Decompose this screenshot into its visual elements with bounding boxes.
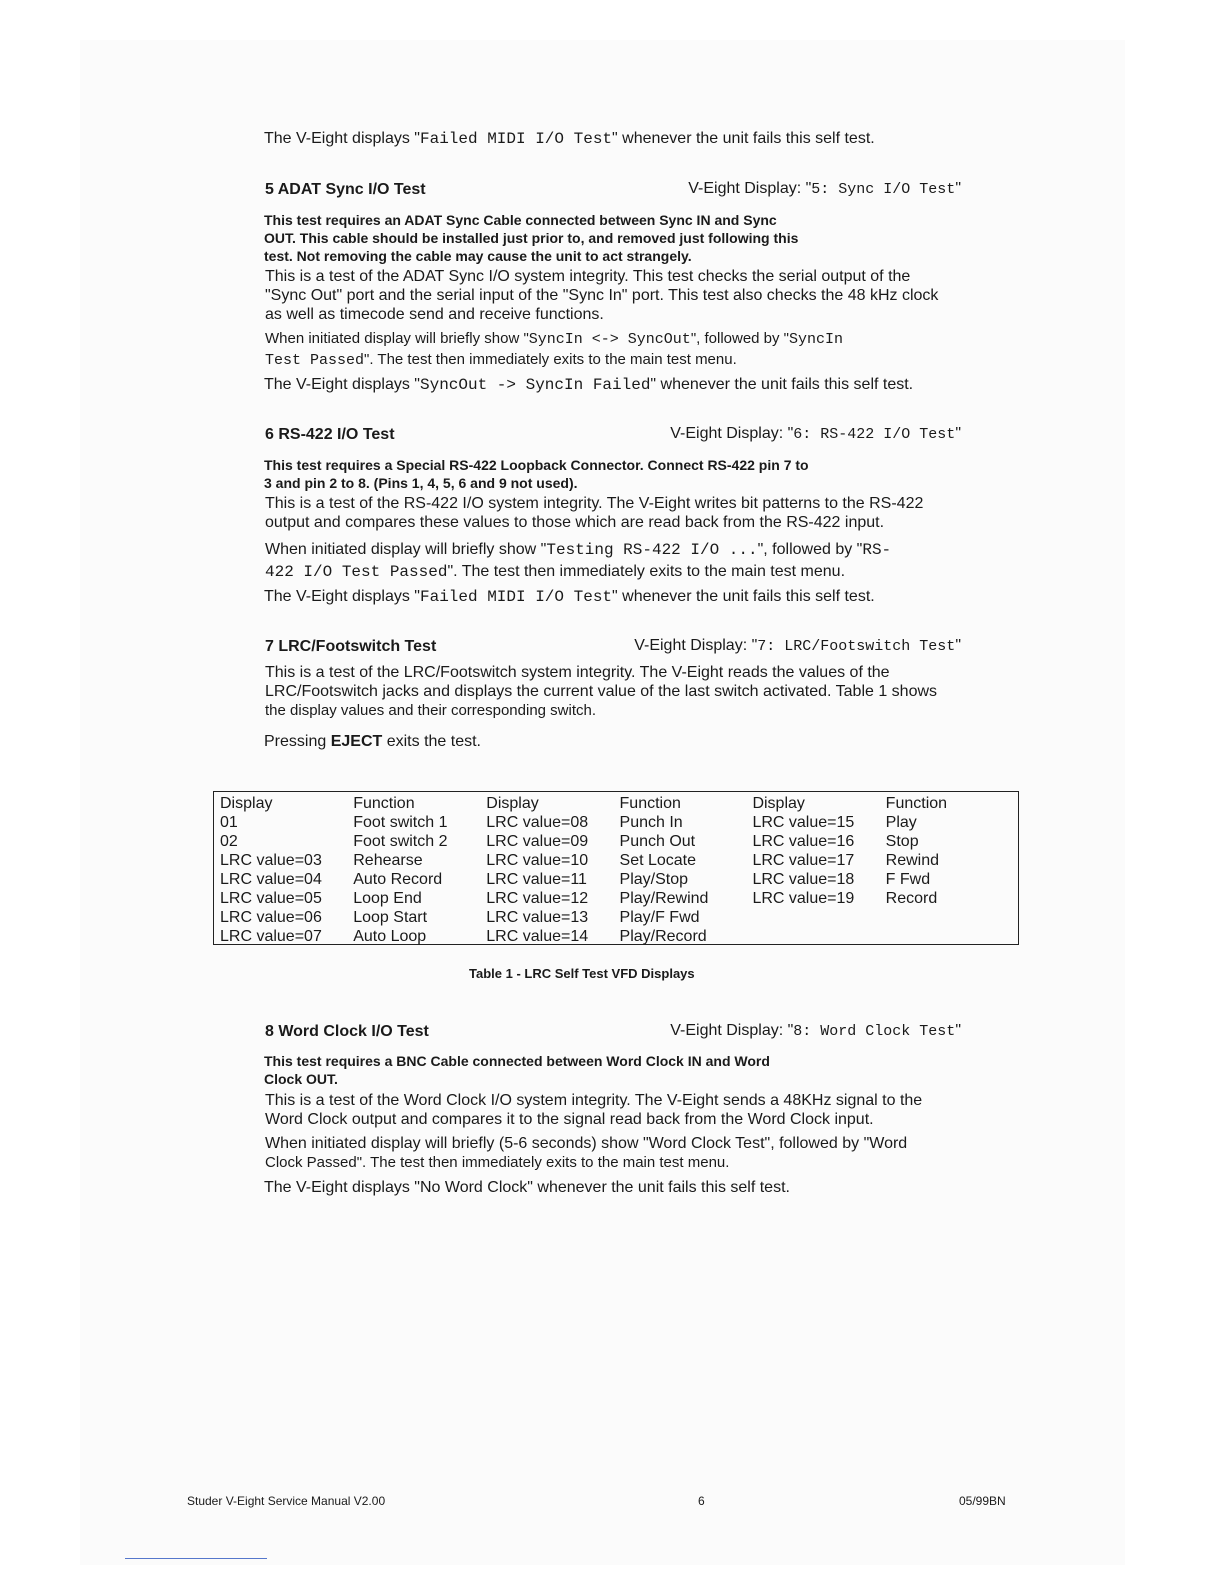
section-6-description: This is a test of the RS-422 I/O system integrity. The V-Eight writes bit patterns to the RS-422 output and compares these values to those which are read back from the RS-422 input. — [265, 495, 924, 531]
table-cell: Play/F Fwd — [619, 909, 700, 926]
section-6-display: V-Eight Display: "6: RS-422 I/O Test" — [670, 425, 961, 443]
table-cell: LRC value=15 — [752, 814, 855, 831]
section-5-note: This test requires an ADAT Sync Cable connected between Sync IN and Sync OUT. This cable should be installed just prior to, and removed just following this test. Not removing the cable may cause the unit to act strangely. — [264, 212, 799, 264]
table-cell: LRC value=07 — [220, 928, 322, 945]
table-cell: Play/Record — [619, 928, 707, 945]
section-7-title: 7 LRC/Footswitch Test — [265, 638, 437, 655]
table-cell: Display — [220, 795, 273, 812]
section-6-title: 6 RS-422 I/O Test — [265, 426, 395, 443]
table-cell — [752, 908, 885, 927]
footer-page-number: 6 — [698, 1494, 705, 1508]
table-cell: LRC value=05 — [220, 890, 322, 907]
table-cell: LRC value=03 — [220, 852, 322, 869]
table-cell: Play — [885, 814, 917, 831]
table-cell: LRC value=08 — [486, 814, 589, 831]
table-cell: Stop — [885, 833, 919, 850]
table-row — [220, 889, 1018, 908]
section-5-fail-line: The V-Eight displays "SyncOut -> SyncIn Failed" whenever the unit fails this self test. — [264, 376, 914, 394]
footer-manual-title: Studer V-Eight Service Manual V2.00 — [187, 1494, 386, 1508]
section-8-display: V-Eight Display: "8: Word Clock Test" — [670, 1022, 961, 1040]
section-7-display: V-Eight Display: "7: LRC/Footswitch Test" — [634, 637, 961, 655]
table-header-row — [220, 794, 1018, 813]
intro-fail-line: The V-Eight displays "Failed MIDI I/O Test" whenever the unit fails this self test. — [264, 130, 875, 148]
table-cell: Rehearse — [353, 852, 423, 869]
table-row — [220, 813, 1018, 832]
section-6-init-text: When initiated display will briefly show "Testing RS-422 I/O ...", followed by "RS- 422 I/O Test Passed". The test then immediately exits to the main test menu. — [265, 541, 892, 581]
table-caption: Table 1 - LRC Self Test VFD Displays — [469, 966, 695, 981]
table-row — [220, 927, 1018, 946]
table-cell: Punch Out — [619, 833, 696, 850]
section-6-note: This test requires a Special RS-422 Loopback Connector. Connect RS-422 pin 7 to 3 and pin 2 to 8. (Pins 1, 4, 5, 6 and 9 not used). — [264, 457, 809, 491]
table-cell: Auto Loop — [353, 928, 427, 945]
table-cell: Foot switch 1 — [353, 814, 448, 831]
section-5-title: 5 ADAT Sync I/O Test — [265, 181, 426, 198]
table-cell: LRC value=18 — [752, 871, 855, 888]
table-cell: LRC value=06 — [220, 909, 322, 926]
table-cell: Play/Stop — [619, 871, 688, 888]
section-6-fail-line: The V-Eight displays "Failed MIDI I/O Test" whenever the unit fails this self test. — [264, 588, 875, 606]
section-8-note: This test requires a BNC Cable connected between Word Clock IN and Word Clock OUT. — [264, 1053, 770, 1087]
table-row — [220, 832, 1018, 851]
lrc-display-table — [213, 791, 1019, 945]
table-cell: Function — [619, 795, 681, 812]
table-cell: Rewind — [885, 852, 940, 869]
table-cell — [886, 927, 1018, 946]
table-cell: Display — [752, 795, 805, 812]
section-8-description: This is a test of the Word Clock I/O system integrity. The V-Eight sends a 48KHz signal to the Word Clock output and compares it to the signal read back from the Word Clock input. — [265, 1092, 923, 1128]
section-5-description: This is a test of the ADAT Sync I/O system integrity. This test checks the serial output of the "Sync Out" port and the serial input of the "Sync In" port. This test also checks the 48 kHz clock as well as timecode send and receive functions. — [265, 268, 939, 323]
table-cell: F Fwd — [885, 871, 931, 888]
table-cell: LRC value=09 — [486, 833, 589, 850]
section-8-title: 8 Word Clock I/O Test — [265, 1023, 429, 1040]
table-cell: Auto Record — [353, 871, 443, 888]
table-cell: LRC value=12 — [486, 890, 589, 907]
table-cell: LRC value=19 — [752, 890, 855, 907]
section-8-fail-line: The V-Eight displays "No Word Clock" whenever the unit fails this self test. — [264, 1179, 790, 1196]
table-cell: LRC value=10 — [486, 852, 589, 869]
table-cell: LRC value=04 — [220, 871, 322, 888]
table-cell: Function — [885, 795, 948, 812]
table-row — [220, 908, 1018, 927]
footer-revision: 05/99BN — [959, 1494, 1006, 1508]
table-cell: LRC value=11 — [486, 871, 587, 888]
table-cell — [886, 908, 1018, 927]
table-cell — [752, 927, 885, 946]
table-cell: LRC value=14 — [486, 928, 589, 945]
table-cell: LRC value=13 — [486, 909, 589, 926]
section-5-display: V-Eight Display: "5: Sync I/O Test" — [688, 180, 961, 198]
table-cell: Set Locate — [619, 852, 697, 869]
section-7-description: This is a test of the LRC/Footswitch system integrity. The V-Eight reads the values of the LRC/Footswitch jacks and displays the current value of the last switch activated. Table 1 shows the display values and their corresponding switch. — [265, 664, 938, 719]
table-cell: Loop Start — [353, 909, 428, 926]
table-cell: 02 — [220, 833, 238, 850]
table-cell: LRC value=17 — [752, 852, 855, 869]
table-cell: Function — [353, 795, 415, 812]
table-cell: Play/Rewind — [619, 890, 709, 907]
table-cell: 01 — [220, 814, 238, 831]
table-cell: Foot switch 2 — [353, 833, 448, 850]
bottom-rule — [125, 1558, 267, 1559]
table-cell: Punch In — [619, 814, 683, 831]
section-7-eject-line: Pressing EJECT exits the test. — [264, 733, 481, 750]
table-row — [220, 851, 1018, 870]
table-cell: LRC value=16 — [752, 833, 855, 850]
table-cell: Display — [486, 795, 539, 812]
table-cell: Record — [885, 890, 938, 907]
section-8-init-text: When initiated display will briefly (5-6 seconds) show "Word Clock Test", followed by "Word Clock Passed". The test then immediately exits to the main test menu. — [265, 1135, 908, 1171]
table-cell: Loop End — [353, 890, 422, 907]
section-5-init-text: When initiated display will briefly show "SyncIn <-> SyncOut", followed by "SyncIn Test Passed". The test then immediately exits to the main test menu. — [265, 330, 844, 369]
table-row — [220, 870, 1018, 889]
